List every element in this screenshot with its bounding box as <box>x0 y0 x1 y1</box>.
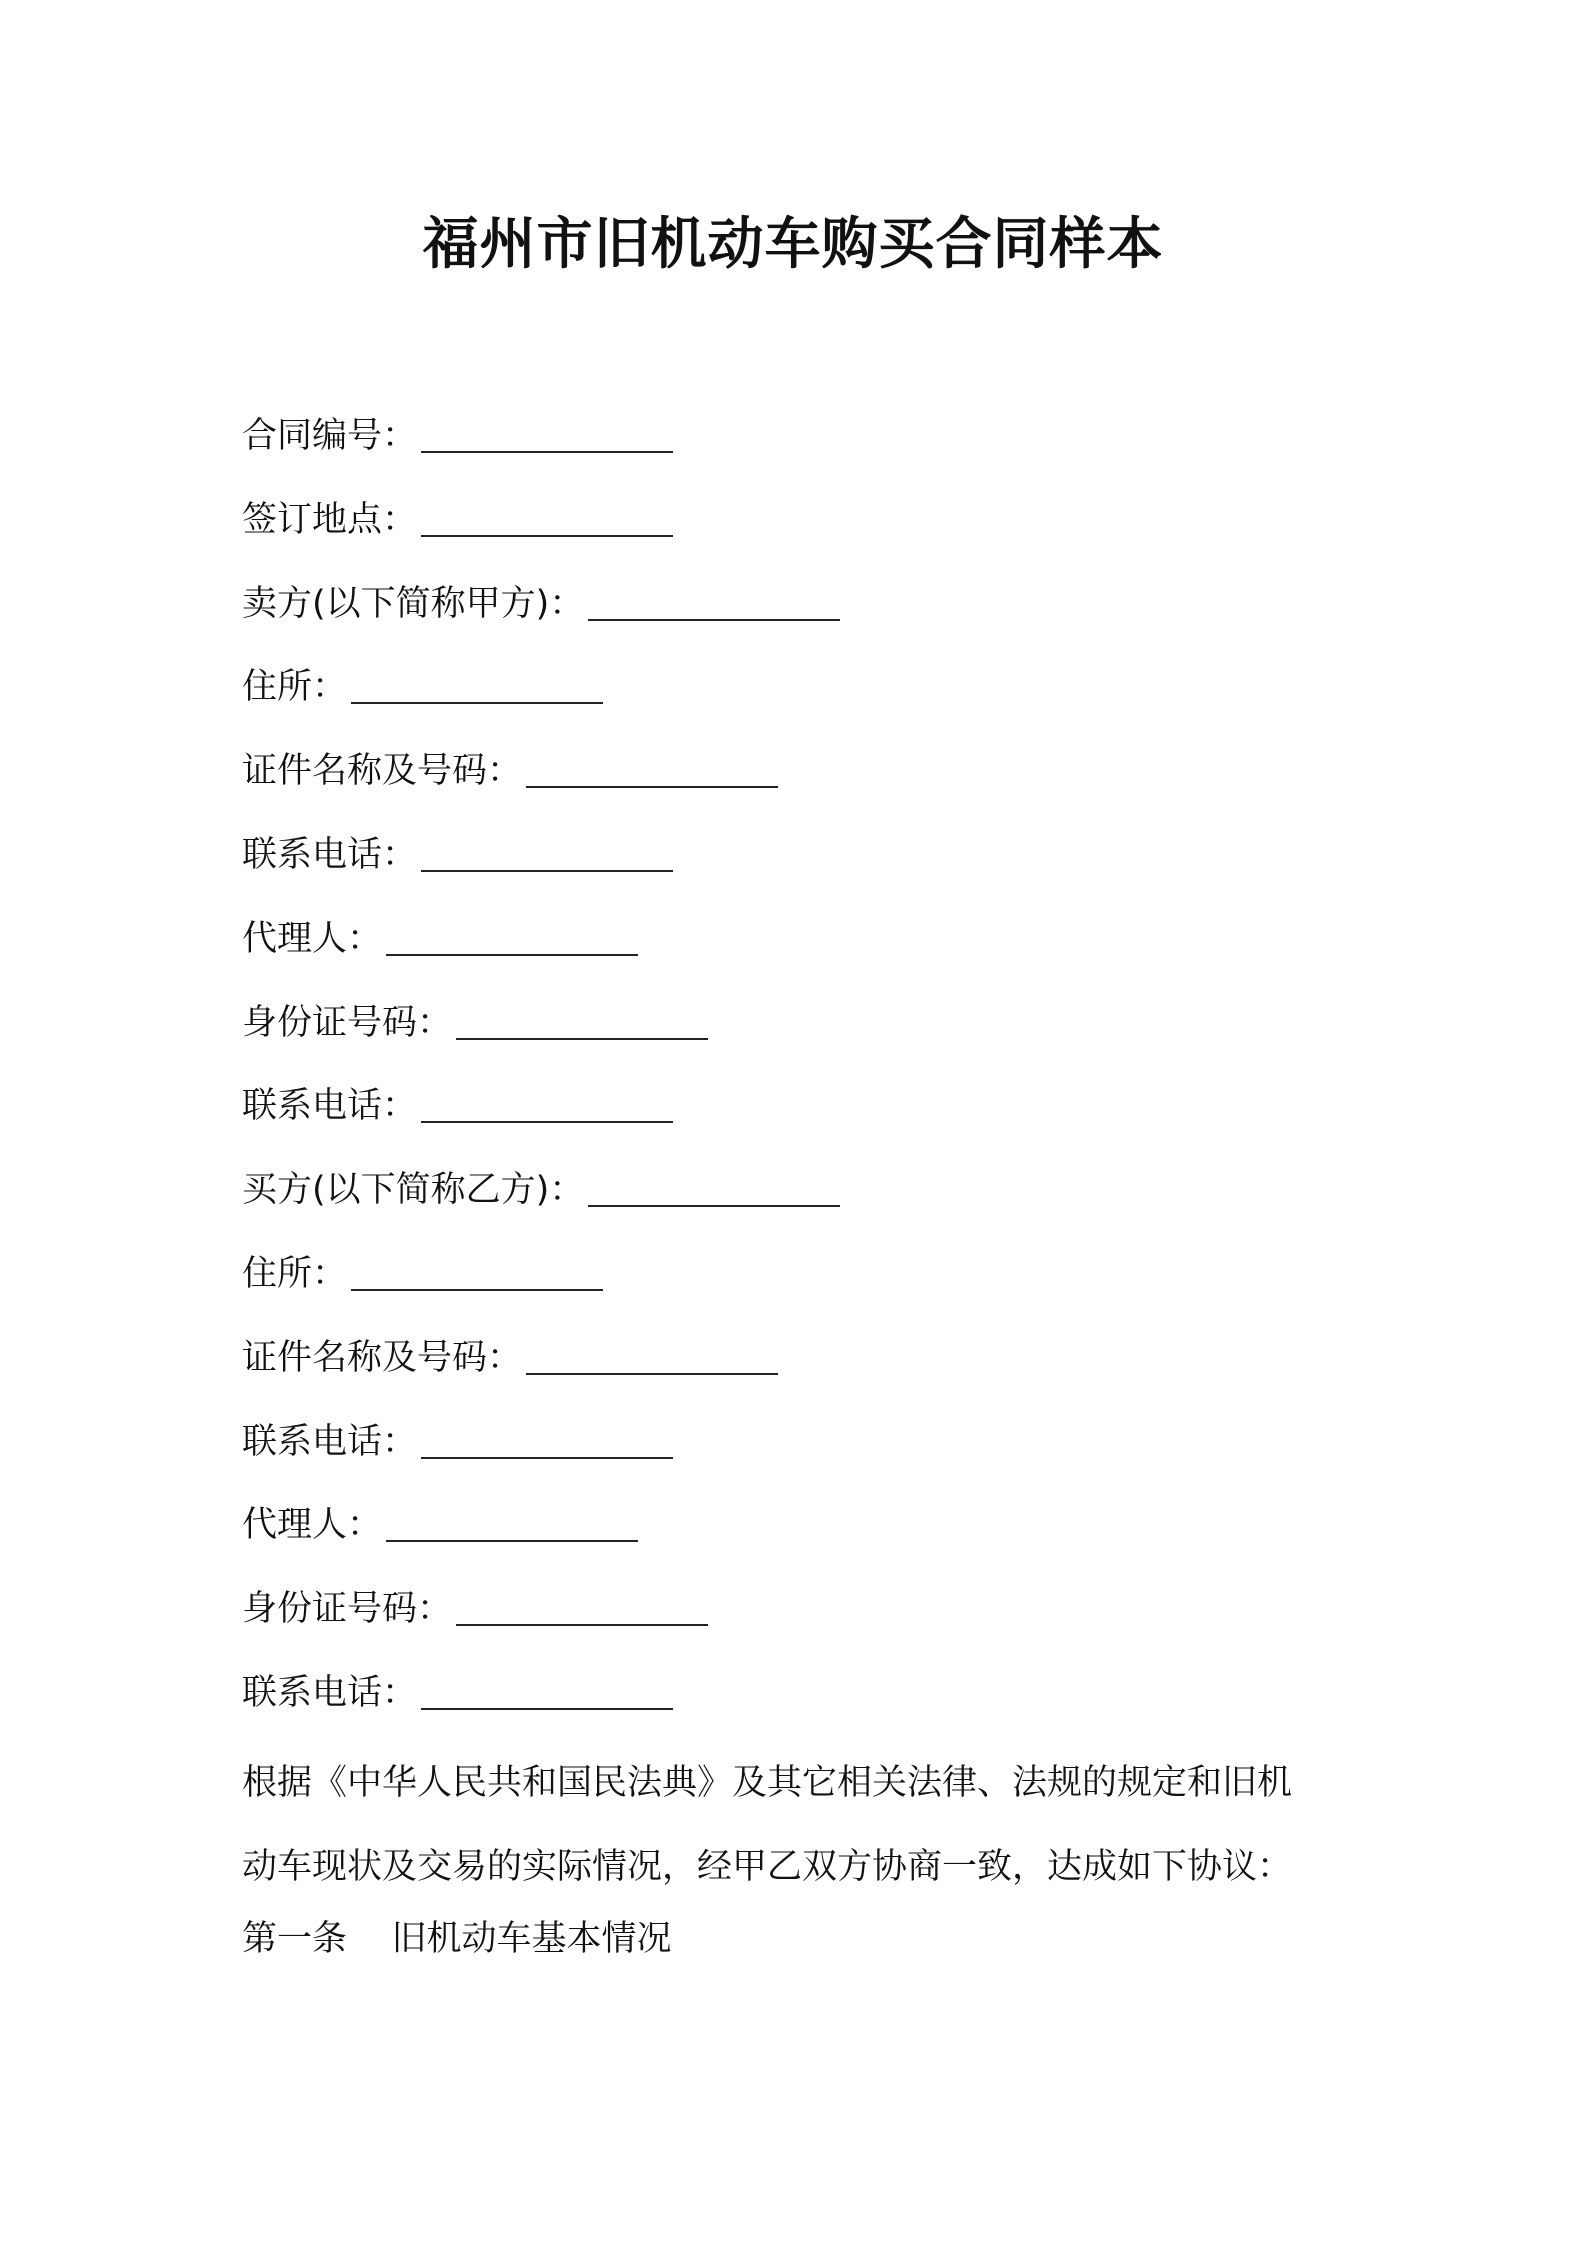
field-label: 代理人： <box>242 918 383 959</box>
blank-line <box>421 415 673 453</box>
field-label: 买方(以下简称乙方)： <box>242 1170 585 1211</box>
blank-line <box>421 1085 673 1123</box>
field-buyer-phone <box>242 1413 1362 1497</box>
preamble-paragraph <box>242 1742 1362 1910</box>
field-seller-agent <box>242 910 1362 994</box>
blank-line <box>456 1002 708 1040</box>
field-label: 联系电话： <box>242 1086 418 1127</box>
field-seller <box>242 575 1362 659</box>
blank-line <box>421 1421 673 1459</box>
document-title: 福州市旧机动车购买合同样本 <box>422 212 1164 277</box>
blank-line <box>526 1337 778 1375</box>
field-label: 住所： <box>242 1253 348 1294</box>
field-contract-number <box>242 407 1362 491</box>
article-1-heading: 第一条 旧机动车基本情况 <box>242 1919 672 1959</box>
field-label: 联系电话： <box>242 1421 418 1462</box>
field-label: 卖方(以下简称甲方)： <box>242 583 585 624</box>
field-seller-address <box>242 658 1362 742</box>
field-label: 证件名称及号码： <box>242 1337 523 1378</box>
blank-line <box>588 583 840 621</box>
field-buyer-id <box>242 1329 1362 1413</box>
field-buyer-address <box>242 1245 1362 1329</box>
preamble-line: 动车现状及交易的实际情况，经甲乙双方协商一致，达成如下协议： <box>242 1846 1293 1887</box>
field-signing-place <box>242 491 1362 575</box>
blank-line <box>526 750 778 788</box>
blank-line <box>386 1504 638 1542</box>
field-label: 代理人： <box>242 1505 383 1546</box>
field-buyer-agent-phone <box>242 1664 1362 1748</box>
blank-line <box>421 834 673 872</box>
field-seller-id <box>242 742 1362 826</box>
field-label: 签订地点： <box>242 499 418 540</box>
blank-line <box>386 918 638 956</box>
field-buyer-agent <box>242 1496 1362 1580</box>
field-label: 证件名称及号码： <box>242 751 523 792</box>
blank-line <box>588 1169 840 1207</box>
field-seller-agent-phone <box>242 1077 1362 1161</box>
party-info-fields <box>242 407 1362 1748</box>
field-label: 住所： <box>242 667 348 708</box>
field-label: 身份证号码： <box>242 1589 453 1630</box>
field-label: 身份证号码： <box>242 1002 453 1043</box>
field-label: 联系电话： <box>242 834 418 875</box>
blank-line <box>351 1253 603 1291</box>
field-seller-agent-id <box>242 994 1362 1078</box>
blank-line <box>351 666 603 704</box>
preamble-line: 根据《中华人民共和国民法典》及其它相关法律、法规的规定和旧机 <box>242 1763 1293 1803</box>
blank-line <box>421 1672 673 1710</box>
field-buyer-agent-id <box>242 1580 1362 1664</box>
field-buyer <box>242 1161 1362 1245</box>
field-label: 联系电话： <box>242 1672 418 1713</box>
blank-line <box>456 1588 708 1626</box>
field-seller-phone <box>242 826 1362 910</box>
field-label: 合同编号： <box>242 416 418 456</box>
blank-line <box>421 499 673 537</box>
